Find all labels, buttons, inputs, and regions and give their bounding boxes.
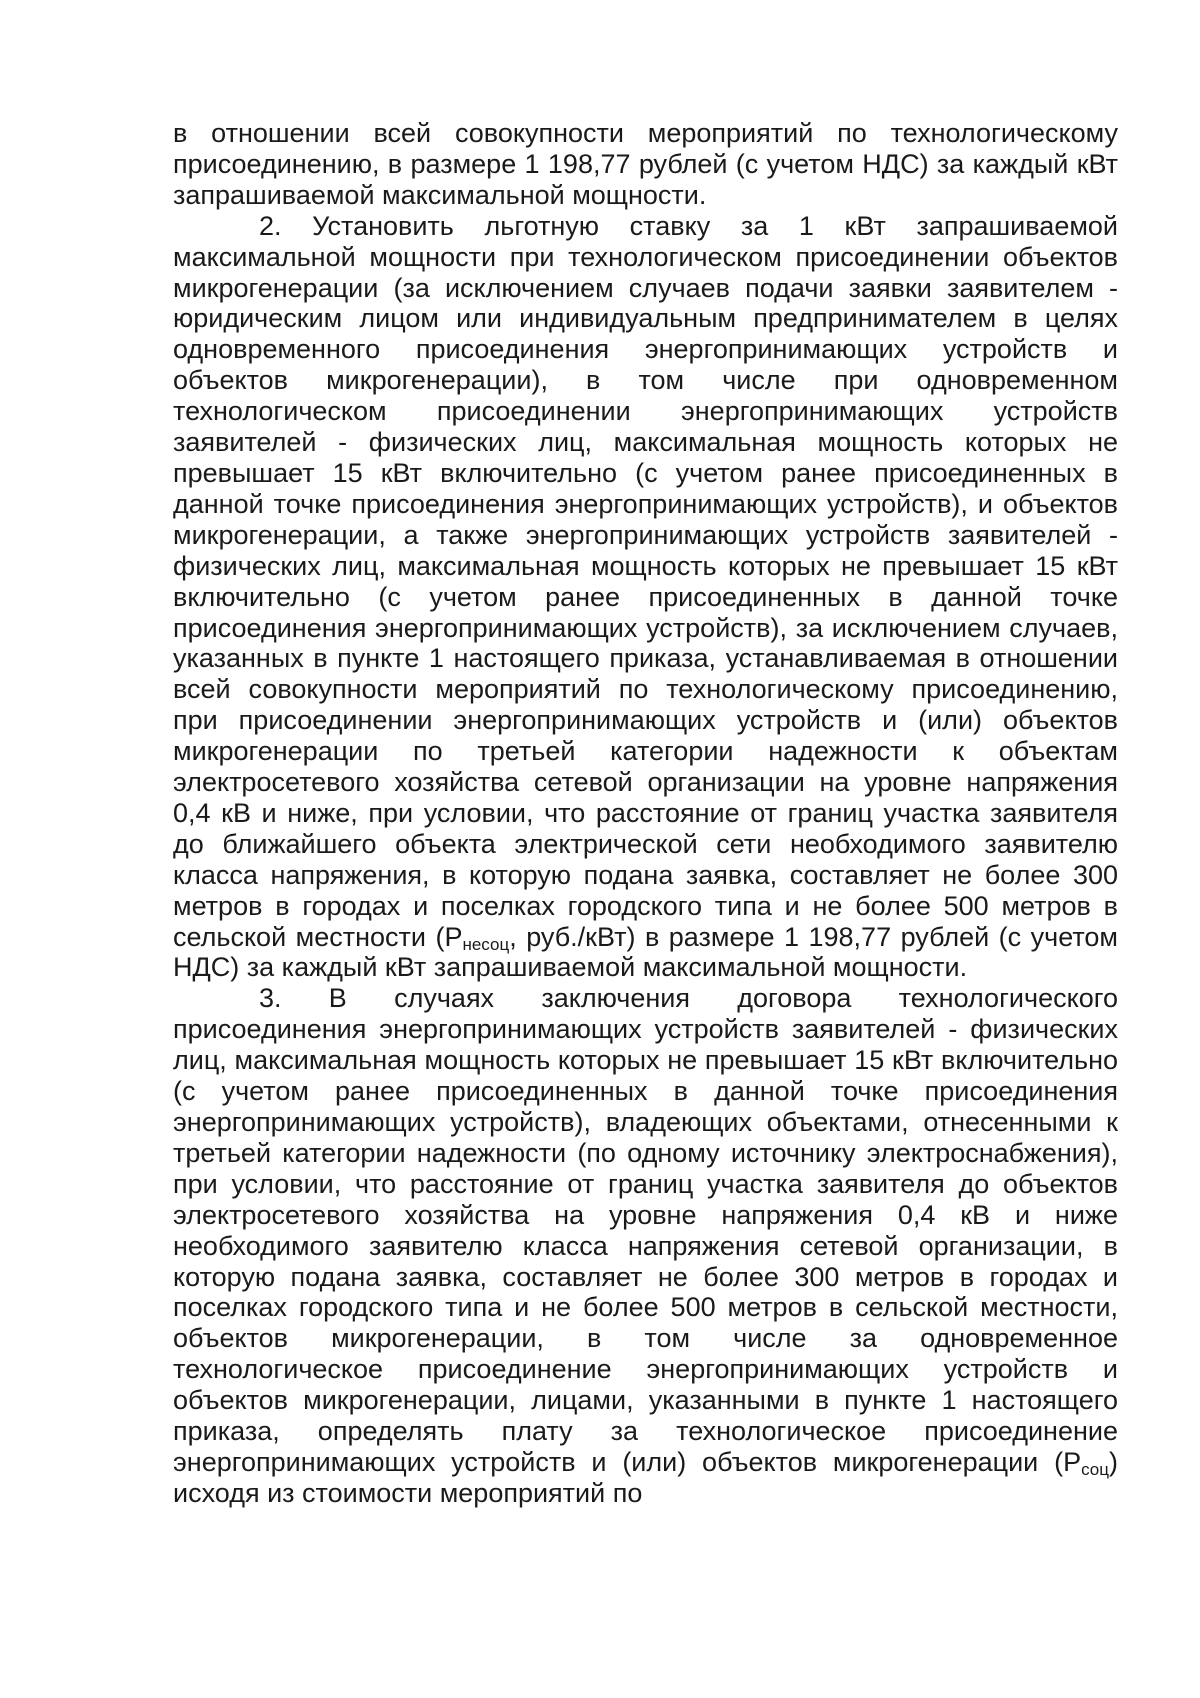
paragraph-item-2-text: 2. Установить льготную ставку за 1 кВт запрашиваемой максимальной мощности при технологическом присоединении объектов микрогенерации (за исключением случаев подачи заявки заявителем - юридическим лицом или индивидуальным предпринимателем в целях одновременного присоединения энергопринимающих устройств и объектов микрогенерации), в том числе при одновременном технологическом присоединении энергопринимающих устройств заявителей - физических лиц, максимальная мощность которых не превышает 15 кВт включительно (с учетом ранее присоединенных в данной точке присоединения энергопринимающих устройств), и объектов микрогенерации, а также энергопринимающих устройств заявителей - физических лиц, максимальная мощность которых не превышает 15 кВт включительно (с учетом ранее присоединенных в данной точке присоединения энергопринимающих устройств), за исключением случаев, указанных в пункте 1 настоящего приказа, устанавливаемая в отношении всей совокупности мероприятий по технологическому присоединению, при присоединении энергопринимающих устройств и (или) объектов микрогенерации по третьей категории надежности к объектам электросетевого хозяйства сетевой организации на уровне напряжения 0,4 кВ и ниже, при условии, что расстояние от границ участка заявителя до ближайшего объекта электрической сети необходимого заявителю класса напряжения, в которую подана заявка, составляет не более 300 метров в городах и поселках городского типа и не более 500 метров в сельской местности (P xyxy=(173,210,1118,952)
subscript-sots: соц xyxy=(1081,1459,1109,1479)
paragraph-continuation: в отношении всей совокупности мероприятий по технологическому присоединению, в размере 1 198,77 рублей (с учетом НДС) за каждый кВт запрашиваемой максимальной мощности. xyxy=(173,118,1118,210)
document-page xyxy=(173,118,1118,1509)
paragraph-item-2-text-end: , руб./кВт) в размере 1 198,77 рублей (с учетом НДС) за каждый кВт запрашиваемой максимальной мощности. xyxy=(173,921,1118,983)
subscript-nesots: несоц xyxy=(462,934,510,954)
paragraph-item-3-text: 3. В случаях заключения договора технологического присоединения энергопринимающих устройств заявителей - физических лиц, максимальная мощность которых не превышает 15 кВт включительно (с учетом ранее присоединенных в данной точке присоединения энергопринимающих устройств), владеющих объектами, отнесенными к третьей категории надежности (по одному источнику электроснабжения), при условии, что расстояние от границ участка заявителя до объектов электросетевого хозяйства на уровне напряжения 0,4 кВ и ниже необходимого заявителю класса напряжения сетевой организации, в которую подана заявка, составляет не более 300 метров в городах и поселках городского типа и не более 500 метров в сельской местности, объектов микрогенерации, в том числе за одновременное технологическое присоединение энергопринимающих устройств и объектов микрогенерации, лицами, указанными в пункте 1 настоящего приказа, определять плату за технологическое присоединение энергопринимающих устройств и (или) объектов микрогенерации (P xyxy=(173,983,1118,1477)
paragraph-item-3-text-end: ) исходя из стоимости мероприятий по xyxy=(173,1446,1118,1508)
paragraph-item-2 xyxy=(173,211,1118,984)
paragraph-item-3 xyxy=(173,983,1118,1508)
